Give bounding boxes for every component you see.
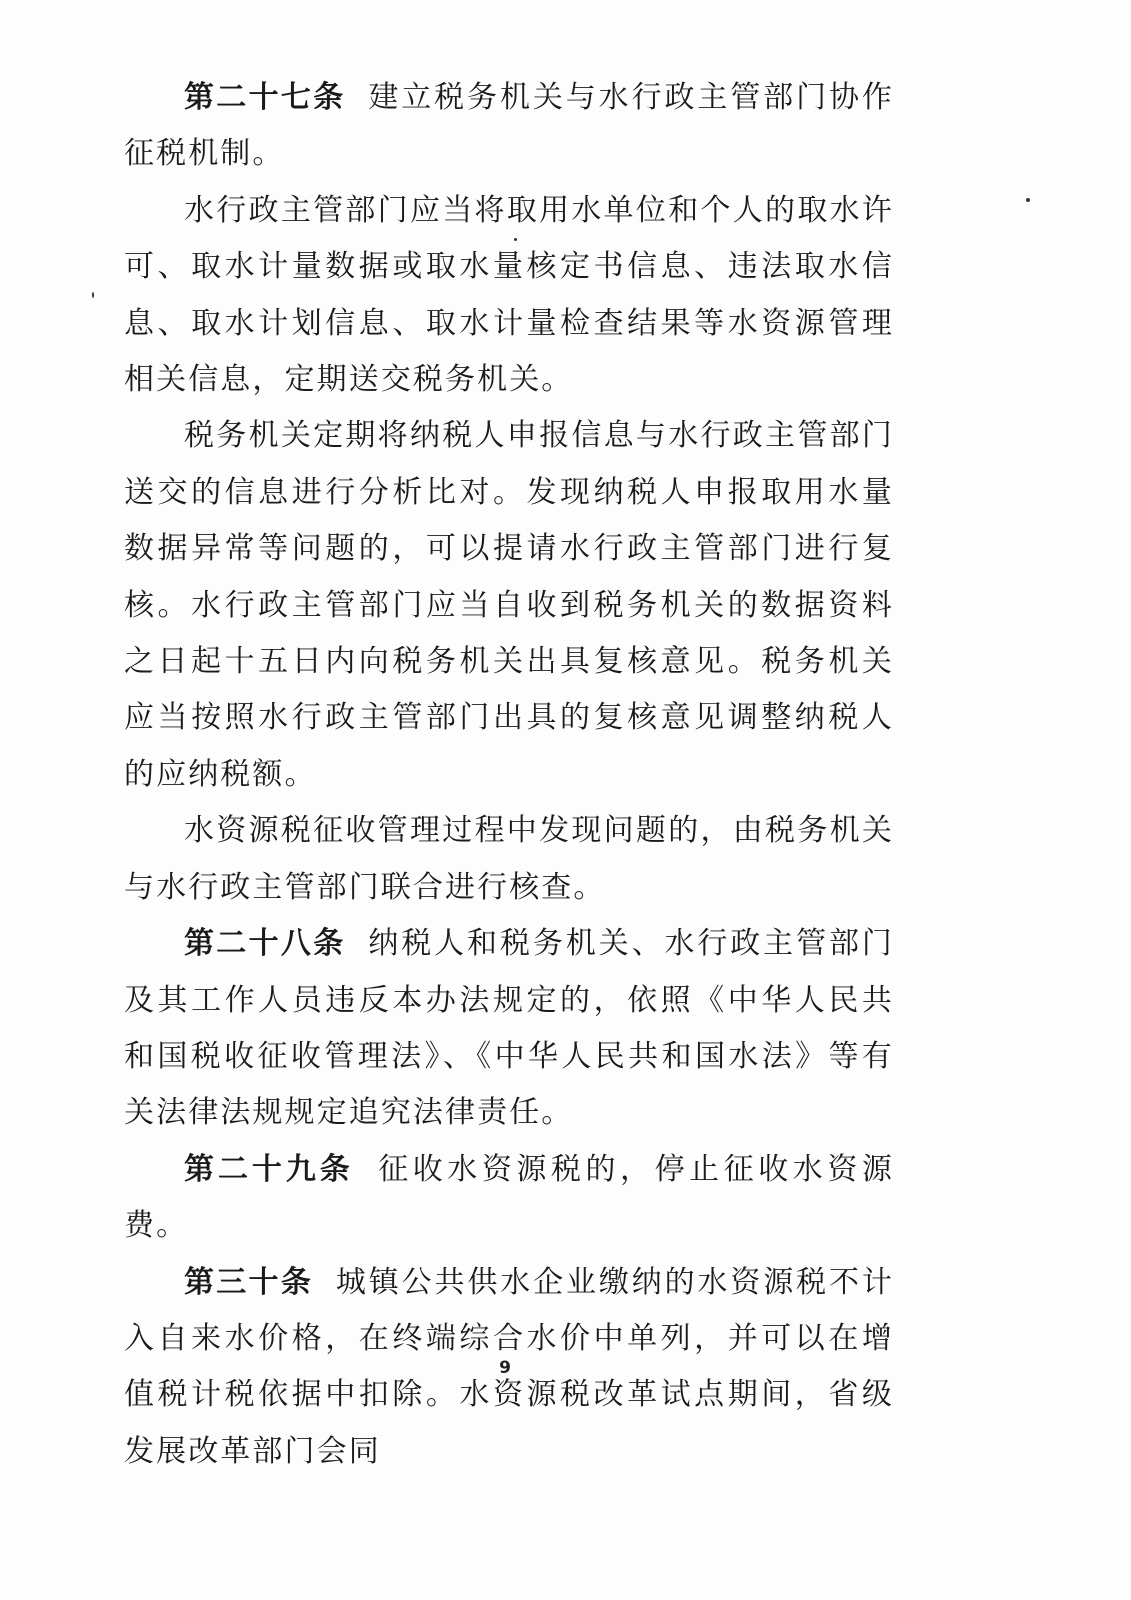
article-29-paragraph (124, 1142, 894, 1255)
article-27-paragraph-4: 水资源税征收管理过程中发现问题的，由税务机关与水行政主管部门联合进行核查。 (124, 813, 894, 905)
article-28-heading: 第二十八条 (184, 926, 346, 962)
article-29-heading: 第二十九条 (184, 1151, 354, 1187)
article-27-text: 建立税务机关与水行政主管部门协作征税机制。 (124, 80, 894, 172)
document-body (124, 70, 894, 1480)
article-27-heading: 第二十七条 (184, 80, 346, 115)
scan-speck (1026, 198, 1030, 202)
article-28-paragraph (124, 916, 894, 1142)
article-29-text: 征收水资源税的，停止征收水资源费。 (124, 1151, 894, 1244)
article-30-heading: 第三十条 (184, 1264, 314, 1300)
article-28-text: 纳税人和税务机关、水行政主管部门及其工作人员违反本办法规定的，依照《中华人民共和国税收征收管理法》、《中华人民共和国水法》等有关法律法规规定追究法律责任。 (124, 926, 894, 1131)
scan-speck (92, 292, 94, 298)
article-30-text: 城镇公共供水企业缴纳的水资源税不计入自来水价格，在终端综合水价中单列，并可以在增值税计税依据中扣除。水资源税改革试点期间，省级发展改革部门会同 (124, 1264, 895, 1469)
article-27-paragraph-3: 税务机关定期将纳税人申报信息与水行政主管部门送交的信息进行分析比对。发现纳税人申报取用水量数据异常等问题的，可以提请水行政主管部门进行复核。水行政主管部门应当自收到税务机关的数据资料之日起十五日内向税务机关出具复核意见。税务机关应当按照水行政主管部门出具的复核意见调整纳税人的应纳税额。 (124, 418, 894, 792)
scan-speck (514, 238, 517, 241)
page-number: 9 (499, 1358, 511, 1378)
article-27-paragraph-2: 水行政主管部门应当将取用水单位和个人的取水许可、取水计量数据或取水量核定书信息、违法取水信息、取水计划信息、取水计量检查结果等水资源管理相关信息，定期送交税务机关。 (124, 192, 894, 398)
article-27-paragraph (124, 70, 894, 183)
